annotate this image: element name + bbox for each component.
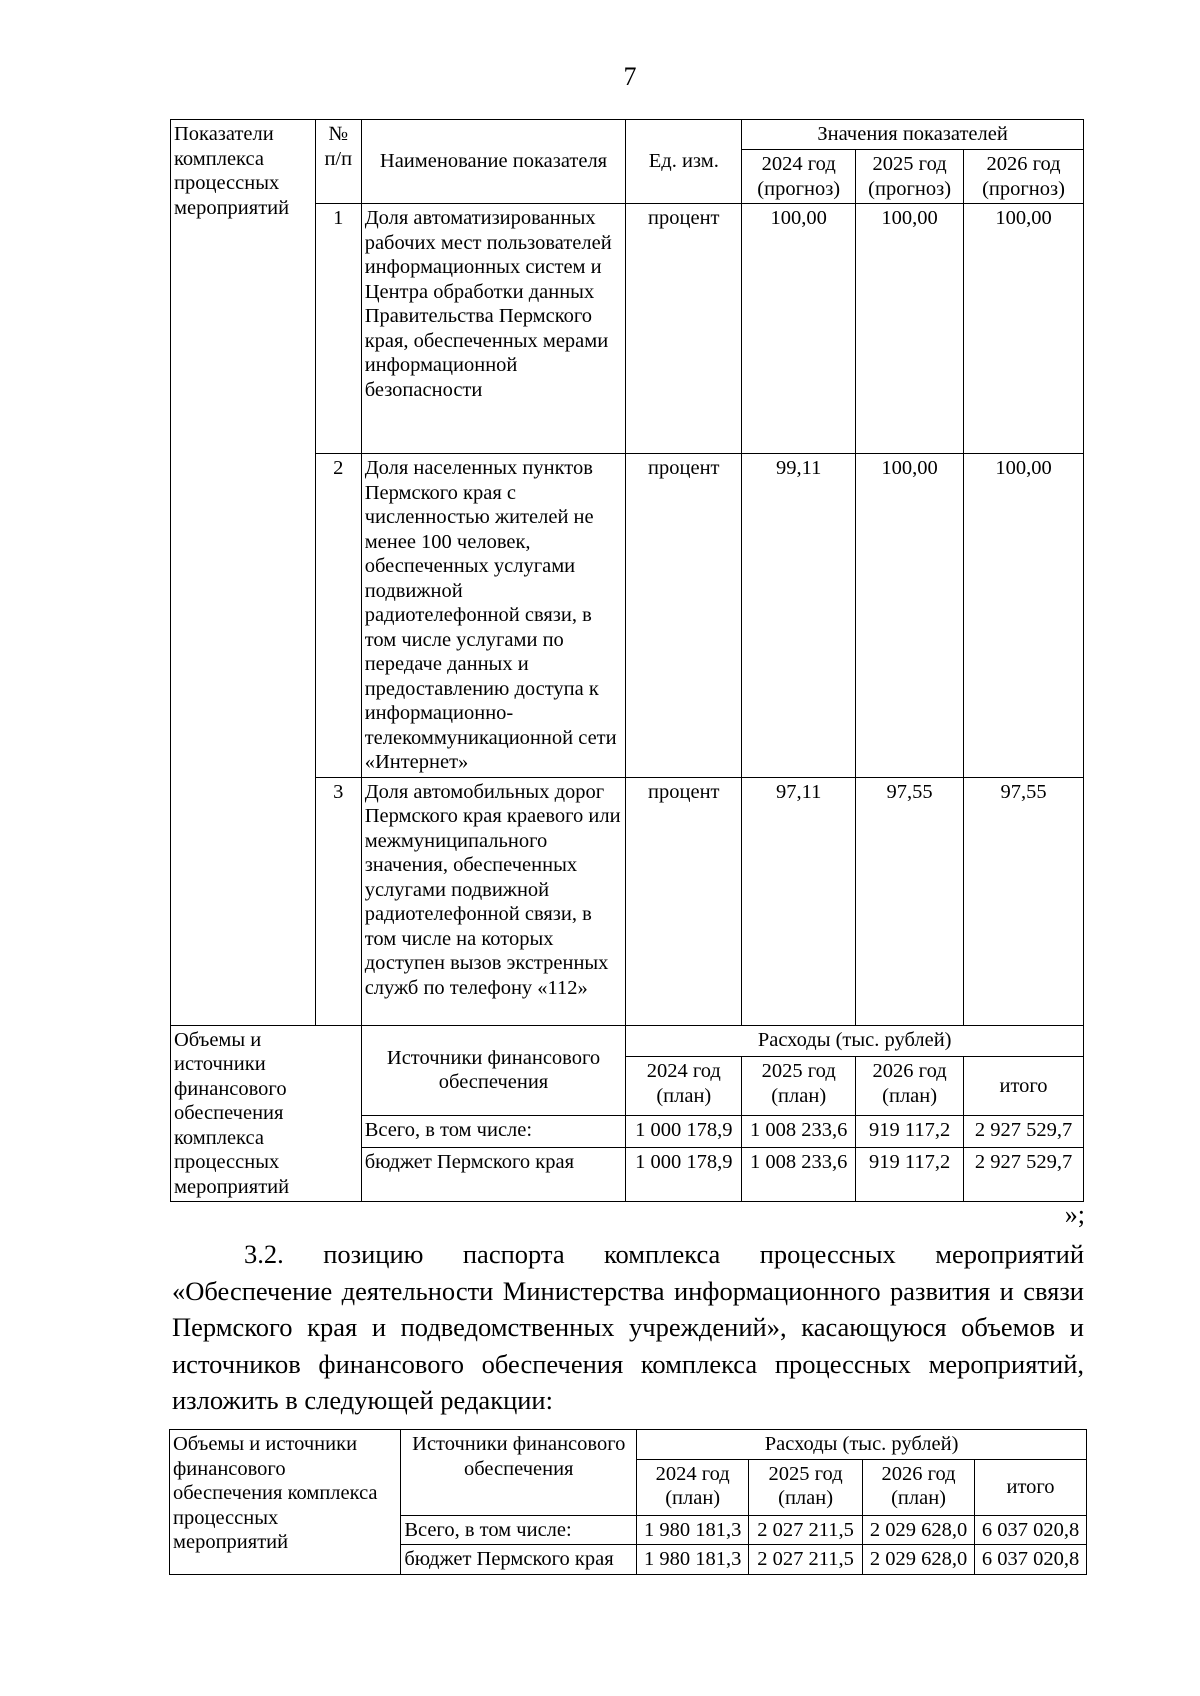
indicators-table xyxy=(170,119,1084,1202)
finance-value: 1 980 181,3 xyxy=(637,1515,749,1545)
finance-row-label: бюджет Пермского края xyxy=(401,1545,637,1575)
closing-quote: »; xyxy=(1064,1200,1085,1229)
row-number: 3 xyxy=(315,777,361,1025)
finance-value: 2 029 628,0 xyxy=(863,1515,975,1545)
indicator-name: Доля населенных пунктов Пермского края с численностью жителей не менее 100 человек, обеспеченных услугами подвижной радиотелефонной связи, в том числе услугами по передаче данных и предоставлению доступа к информационно-телекоммуникационной сети «Интернет» xyxy=(361,454,626,778)
year-header: 2024 год (прогноз) xyxy=(742,150,856,204)
indicator-value: 97,55 xyxy=(856,777,964,1025)
finance-value: 2 927 529,7 xyxy=(964,1147,1084,1201)
indicator-name: Доля автоматизированных рабочих мест пользователей информационных систем и Центра обработки данных Правительства Пермского края, обеспеченных мерами информационной безопасности xyxy=(361,204,626,454)
indicator-value: 97,55 xyxy=(964,777,1084,1025)
finance-source-header: Источники финансового обеспечения xyxy=(401,1430,637,1516)
indicator-value: 97,11 xyxy=(742,777,856,1025)
col-num-header: № п/п xyxy=(315,120,361,204)
indicator-unit: процент xyxy=(626,204,742,454)
indicator-unit: процент xyxy=(626,777,742,1025)
finance-value: 2 029 628,0 xyxy=(863,1545,975,1575)
amendment-paragraph xyxy=(172,1236,1084,1419)
finance-value: 1 000 178,9 xyxy=(626,1115,742,1147)
finance-expenses-header: Расходы (тыс. рублей) xyxy=(626,1025,1084,1057)
finance-value: 1 980 181,3 xyxy=(637,1545,749,1575)
plan-year-header: 2025 год (план) xyxy=(749,1459,863,1515)
finance-value: 6 037 020,8 xyxy=(975,1545,1087,1575)
finance-value: 2 927 529,7 xyxy=(964,1115,1084,1147)
indicator-value: 100,00 xyxy=(856,204,964,454)
finance-value: 2 027 211,5 xyxy=(749,1545,863,1575)
year-header: 2025 год (прогноз) xyxy=(856,150,964,204)
finance-value: 1 008 233,6 xyxy=(742,1115,856,1147)
indicator-unit: процент xyxy=(626,454,742,778)
finance-group-label: Объемы и источники финансового обеспечения комплекса процессных мероприятий xyxy=(171,1025,362,1202)
year-header: 2026 год (прогноз) xyxy=(964,150,1084,204)
row-number: 2 xyxy=(315,454,361,778)
finance-value: 2 027 211,5 xyxy=(749,1515,863,1545)
plan-year-header: 2024 год (план) xyxy=(637,1459,749,1515)
indicator-value: 100,00 xyxy=(742,204,856,454)
finance-value: 919 117,2 xyxy=(856,1147,964,1201)
page-number: 7 xyxy=(623,62,637,91)
row-number: 1 xyxy=(315,204,361,454)
finance-table xyxy=(169,1429,1087,1575)
indicator-value: 100,00 xyxy=(964,204,1084,454)
finance-value: 919 117,2 xyxy=(856,1115,964,1147)
finance-value: 6 037 020,8 xyxy=(975,1515,1087,1545)
plan-year-header: 2026 год (план) xyxy=(863,1459,975,1515)
finance-source-header: Источники финансового обеспечения xyxy=(361,1025,626,1115)
plan-year-header: 2024 год (план) xyxy=(626,1057,742,1115)
col-unit-header: Ед. изм. xyxy=(626,120,742,204)
indicator-name: Доля автомобильных дорог Пермского края краевого или межмуниципального значения, обеспеченных услугами подвижной радиотелефонной связи, в том числе на которых доступен вызов экстренных служб по телефону «112» xyxy=(361,777,626,1025)
finance-row-label: Всего, в том числе: xyxy=(401,1515,637,1545)
indicator-value: 100,00 xyxy=(856,454,964,778)
col-name-header: Наименование показателя xyxy=(361,120,626,204)
finance-row-label: Всего, в том числе: xyxy=(361,1115,626,1147)
finance-expenses-header: Расходы (тыс. рублей) xyxy=(637,1430,1087,1460)
indicators-group-label: Показатели комплекса процессных мероприятий xyxy=(171,120,316,1026)
total-header: итого xyxy=(964,1057,1084,1115)
plan-year-header: 2026 год (план) xyxy=(856,1057,964,1115)
finance-value: 1 000 178,9 xyxy=(626,1147,742,1201)
finance-value: 1 008 233,6 xyxy=(742,1147,856,1201)
total-header: итого xyxy=(975,1459,1087,1515)
plan-year-header: 2025 год (план) xyxy=(742,1057,856,1115)
paragraph-text: 3.2. позицию паспорта комплекса процессных мероприятий «Обеспечение деятельности Министерства информационного развития и связи Пермского края и подведомственных учреждений», касающуюся объемов и источников финансового обеспечения комплекса процессных мероприятий, изложить в следующей редакции: xyxy=(172,1239,1084,1415)
indicator-value: 99,11 xyxy=(742,454,856,778)
col-values-header: Значения показателей xyxy=(742,120,1084,150)
finance-row-label: бюджет Пермского края xyxy=(361,1147,626,1201)
indicator-value: 100,00 xyxy=(964,454,1084,778)
finance-group-label: Объемы и источники финансового обеспечения комплекса процессных мероприятий xyxy=(170,1430,401,1575)
